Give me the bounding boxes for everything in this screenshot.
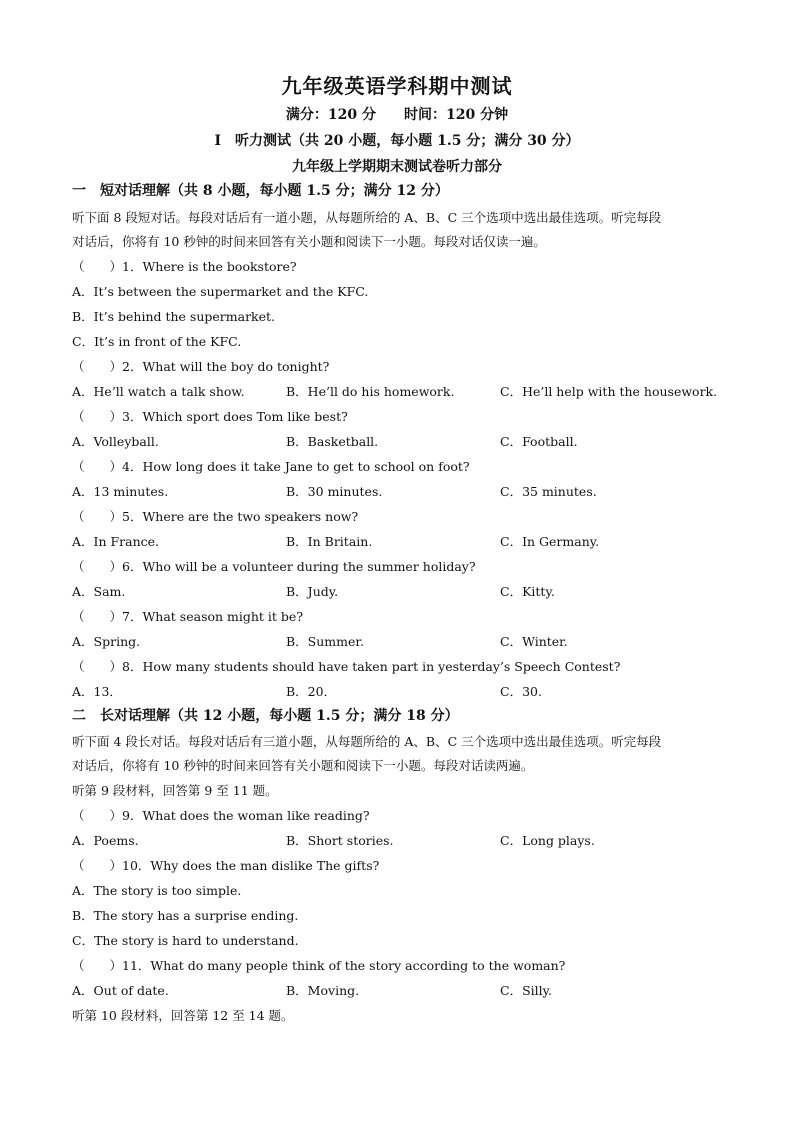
question-1: （ ）1．Where is the bookstore? bbox=[72, 259, 297, 274]
q11-option-a: A．Out of date. bbox=[72, 983, 169, 998]
question-7: （ ）7．What season might it be? bbox=[72, 609, 304, 624]
q7-option-a: A．Spring. bbox=[72, 634, 141, 649]
question-6: （ ）6．Who will be a volunteer during the summer holiday? bbox=[72, 559, 476, 574]
q5-option-a: A．In France. bbox=[72, 534, 160, 549]
question-8: （ ）8．How many students should have taken part in yesterday’s Speech Contest? bbox=[72, 659, 621, 674]
q9-option-a: A．Poems. bbox=[72, 833, 139, 848]
section1-instruction-2: 对话后，你将有 10 秒钟的时间来回答有关小题和阅读下一小题。每段对话仅读一遍。 bbox=[72, 234, 546, 249]
part1-heading: Ⅰ 听力测试（共 20 小题，每小题 1.5 分；满分 30 分） bbox=[214, 133, 580, 149]
q2-option-c: C．He’ll help with the housework. bbox=[500, 384, 718, 399]
section2-heading: 二 长对话理解（共 12 小题，每小题 1.5 分；满分 18 分） bbox=[72, 708, 459, 724]
q5-option-c: C．In Germany. bbox=[500, 534, 600, 549]
section2-instruction-2: 对话后，你将有 10 秒钟的时间来回答有关小题和阅读下一小题。每段对话读两遍。 bbox=[72, 758, 534, 773]
q4-option-c: C．35 minutes. bbox=[500, 484, 597, 499]
part1-subheading: 九年级上学期期末测试卷听力部分 bbox=[292, 159, 502, 175]
q7-option-b: B．Summer. bbox=[286, 634, 364, 649]
question-4: （ ）4．How long does it take Jane to get to school on foot? bbox=[72, 459, 470, 474]
q9-option-c: C．Long plays. bbox=[500, 833, 595, 848]
q4-option-b: B．30 minutes. bbox=[286, 484, 383, 499]
q3-option-a: A．Volleyball. bbox=[72, 434, 159, 449]
q6-option-b: B．Judy. bbox=[286, 584, 339, 599]
page-title: 九年级英语学科期中测试 bbox=[281, 74, 513, 98]
q2-option-a: A．He’ll watch a talk show. bbox=[72, 384, 245, 399]
exam-meta: 满分：120 分 时间：120 分钟 bbox=[285, 107, 509, 123]
q8-option-c: C．30. bbox=[500, 684, 542, 699]
section1-instruction-1: 听下面 8 段短对话。每段对话后有一道小题，从每题所给的 A、B、C 三个选项中选出最佳选项。听完每段 bbox=[72, 210, 662, 225]
question-3: （ ）3．Which sport does Tom like best? bbox=[72, 409, 348, 424]
q9-option-b: B．Short stories. bbox=[286, 833, 394, 848]
section2-instruction-1: 听下面 4 段长对话。每段对话后有三道小题，从每题所给的 A、B、C 三个选项中选出最佳选项。听完每段 bbox=[72, 734, 662, 749]
question-9: （ ）9．What does the woman like reading? bbox=[72, 808, 370, 823]
q1-option-b: B．It’s behind the supermarket. bbox=[72, 309, 276, 324]
q11-option-b: B．Moving. bbox=[286, 983, 360, 998]
q1-option-a: A．It’s between the supermarket and the KFC. bbox=[72, 284, 369, 299]
q10-option-a: A．The story is too simple. bbox=[72, 883, 242, 898]
q5-option-b: B．In Britain. bbox=[286, 534, 373, 549]
question-2: （ ）2．What will the boy do tonight? bbox=[72, 359, 330, 374]
q6-option-c: C．Kitty. bbox=[500, 584, 555, 599]
question-10: （ ）10．Why does the man dislike The gifts? bbox=[72, 858, 380, 873]
q4-option-a: A．13 minutes. bbox=[72, 484, 169, 499]
q1-option-c: C．It’s in front of the KFC. bbox=[72, 334, 242, 349]
q6-option-a: A．Sam. bbox=[72, 584, 126, 599]
material-10-note: 听第 10 段材料，回答第 12 至 14 题。 bbox=[72, 1008, 294, 1023]
q3-option-c: C．Football. bbox=[500, 434, 578, 449]
q10-option-b: B．The story has a surprise ending. bbox=[72, 908, 299, 923]
q8-option-a: A．13． bbox=[72, 684, 122, 699]
q3-option-b: B．Basketball. bbox=[286, 434, 379, 449]
material-9-note: 听第 9 段材料，回答第 9 至 11 题。 bbox=[72, 783, 278, 798]
q2-option-b: B．He’ll do his homework. bbox=[286, 384, 455, 399]
q11-option-c: C．Silly. bbox=[500, 983, 552, 998]
q10-option-c: C．The story is hard to understand. bbox=[72, 933, 299, 948]
section1-heading: 一 短对话理解（共 8 小题，每小题 1.5 分；满分 12 分） bbox=[72, 183, 449, 199]
question-11: （ ）11．What do many people think of the story according to the woman? bbox=[72, 958, 566, 973]
question-5: （ ）5．Where are the two speakers now? bbox=[72, 509, 359, 524]
q7-option-c: C．Winter. bbox=[500, 634, 568, 649]
q8-option-b: B．20． bbox=[286, 684, 337, 699]
